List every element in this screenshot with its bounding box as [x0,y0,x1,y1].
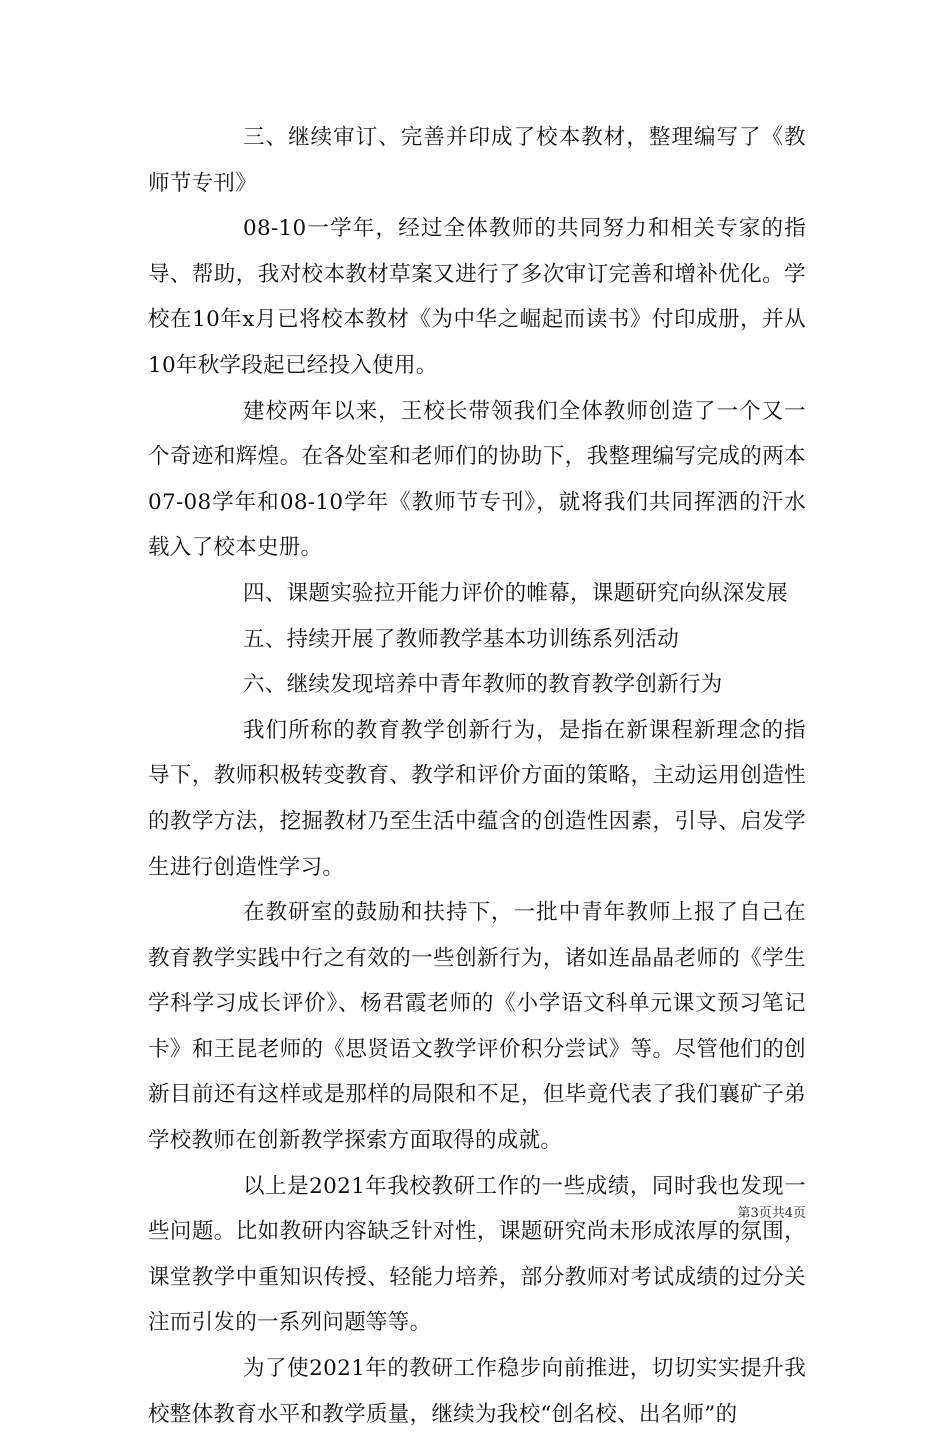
body-text [148,115,806,1437]
paragraph-next-year-plan: 为了使2021年的教研工作稳步向前推进，切切实实提升我校整体教育水平和教学质量，继续为我校“创名校、出名师”的 [148,1356,806,1427]
paragraph-innovation-definition: 我们所称的教育教学创新行为，是指在新课程新理念的指导下，教师积极转变教育、教学和评价方面的策略，主动运用创造性的教学方法，挖掘教材乃至生活中蕴含的创造性因素，引导、启发学生进行创造性学习。 [148,717,806,880]
page-number-footer: 第3页共4页 [737,1206,806,1221]
paragraph-section-four-heading: 四、课题实验拉开能力评价的帷幕，课题研究向纵深发展 [243,580,789,606]
paragraph-textbook-revision: 08-10一学年，经过全体教师的共同努力和相关专家的指导、帮助，我对校本教材草案又进行了多次审订完善和增补优化。学校在10年x月已将校本教材《为中华之崛起而读书》付印成册，并从10年秋学段起已经投入使用。 [148,216,806,378]
paragraph-achievements-problems: 以上是2021年我校教研工作的一些成绩，同时我也发现一些问题。比如教研内容缺乏针对性，课题研究尚未形成浓厚的氛围，课堂教学中重知识传授、轻能力培养，部分教师对考试成绩的过分关注而引发的一系列问题等等。 [148,1173,806,1336]
paragraph-teachers-day-journal: 建校两年以来，王校长带领我们全体教师创造了一个又一个奇迹和辉煌。在各处室和老师们的协助下，我整理编写完成的两本07-08学年和08-10学年《教师节专刊》，就将我们共同挥洒的汗水载入了校本史册。 [148,398,806,561]
paragraph-section-six-heading: 六、继续发现培养中青年教师的教育教学创新行为 [243,672,723,698]
paragraph-section-five-heading: 五、持续开展了教师教学基本功训练系列活动 [243,626,680,652]
paragraph-section-three-heading: 三、继续审订、完善并印成了校本教材，整理编写了《教师节专刊》 [148,125,806,196]
paragraph-teacher-innovations: 在教研室的鼓励和扶持下，一批中青年教师上报了自己在教育教学实践中行之有效的一些创新行为，诸如连晶晶老师的《学生学科学习成长评价》、杨君霞老师的《小学语文科单元课文预习笔记卡》和王昆老师的《思贤语文教学评价积分尝试》等。尽管他们的创新目前还有这样或是那样的局限和不足，但毕竟代表了我们襄矿子弟学校教师在创新教学探索方面取得的成就。 [148,900,806,1154]
